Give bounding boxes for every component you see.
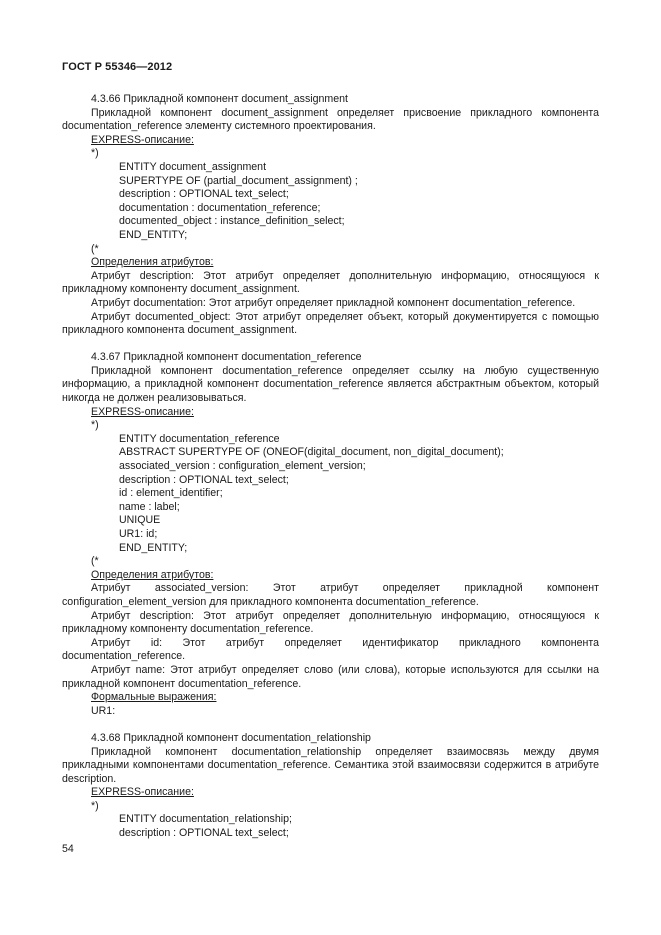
formal-expressions-label: Формальные выражения: — [91, 691, 217, 704]
code-line: documented_object : instance_definition_select; — [119, 215, 345, 228]
attributes-label: Определения атрибутов: — [91, 568, 214, 581]
code-line: description : OPTIONAL text_select; — [119, 188, 289, 201]
formal-expression: UR1: — [91, 704, 116, 717]
attribute-definition: Атрибут documented_object: Этот атрибут определяет объект, который документируется с помощью прикладного компонента document_assignment. — [62, 310, 599, 337]
code-line: END_ENTITY; — [119, 228, 188, 241]
comment-close: (* — [91, 555, 99, 568]
attribute-definition: Атрибут description: Этот атрибут определяет дополнительную информацию, относящуюся к прикладному компоненту documentation_reference. — [62, 609, 599, 636]
code-line: name : label; — [119, 500, 180, 513]
attribute-definition: Атрибут documentation: Этот атрибут определяет прикладной компонент documentation_reference. — [91, 296, 576, 309]
section-4-3-66 — [62, 93, 599, 338]
code-line: associated_version : configuration_element_version; — [119, 460, 366, 473]
code-line: ABSTRACT SUPERTYPE OF (ONEOF(digital_document, non_digital_document); — [119, 446, 504, 459]
section-intro: Прикладной компонент document_assignment определяет присвоение прикладного компонента documentation_reference элементу системного проектирования. — [62, 106, 599, 133]
comment-open: *) — [91, 147, 99, 160]
code-line: id : element_identifier; — [119, 487, 223, 500]
code-line: END_ENTITY; — [119, 541, 188, 554]
section-4-3-67 — [62, 351, 599, 718]
document-body — [62, 93, 599, 841]
comment-close: (* — [91, 242, 99, 255]
section-heading: 4.3.67 Прикладной компонент documentation_reference — [91, 351, 362, 364]
attribute-definition: Атрибут name: Этот атрибут определяет слово (или слова), которые используются для ссылки на прикладной компонент documentation_reference. — [62, 663, 599, 690]
comment-open: *) — [91, 419, 99, 432]
code-line: description : OPTIONAL text_select; — [119, 473, 289, 486]
code-line: documentation : documentation_reference; — [119, 201, 321, 214]
page-number: 54 — [62, 843, 74, 855]
attribute-definition: Атрибут id: Этот атрибут определяет идентификатор прикладного компонента documentation_reference. — [62, 636, 599, 663]
code-line: SUPERTYPE OF (partial_document_assignment) ; — [119, 174, 358, 187]
section-4-3-68 — [62, 732, 599, 841]
code-line: description : OPTIONAL text_select; — [119, 827, 289, 840]
attribute-definition: Атрибут associated_version: Этот атрибут определяет прикладной компонент configuration_element_version для прикладного компонента documentation_reference. — [62, 582, 599, 608]
comment-open: *) — [91, 799, 99, 812]
code-line: ENTITY documentation_reference — [119, 432, 280, 445]
express-label: EXPRESS-описание: — [91, 786, 194, 799]
code-line: ENTITY documentation_relationship; — [119, 813, 292, 826]
express-label: EXPRESS-описание: — [91, 405, 194, 418]
section-intro: Прикладной компонент documentation_reference определяет ссылку на любую существенную информацию, а прикладной компонент documentation_reference является абстрактным объектом, который никогда не должен реализовываться. — [62, 364, 599, 405]
section-heading: 4.3.68 Прикладной компонент documentation_relationship — [91, 731, 371, 744]
attribute-definition: Атрибут description: Этот атрибут определяет дополнительную информацию, относящуюся к прикладному компоненту document_assignment. — [62, 269, 599, 296]
express-label: EXPRESS-описание: — [91, 133, 194, 146]
section-intro: Прикладной компонент documentation_relationship определяет взаимосвязь между двумя прикладными компонентами documentation_reference. Семантика этой взаимосвязи содержится в атрибуте description. — [62, 745, 599, 785]
code-line: UR1: id; — [119, 528, 158, 540]
section-heading: 4.3.66 Прикладной компонент document_assignment — [91, 93, 348, 105]
code-line: UNIQUE — [119, 514, 161, 527]
document-header: ГОСТ Р 55346—2012 — [62, 61, 173, 73]
attributes-label: Определения атрибутов: — [91, 256, 214, 269]
code-line: ENTITY document_assignment — [119, 160, 267, 173]
